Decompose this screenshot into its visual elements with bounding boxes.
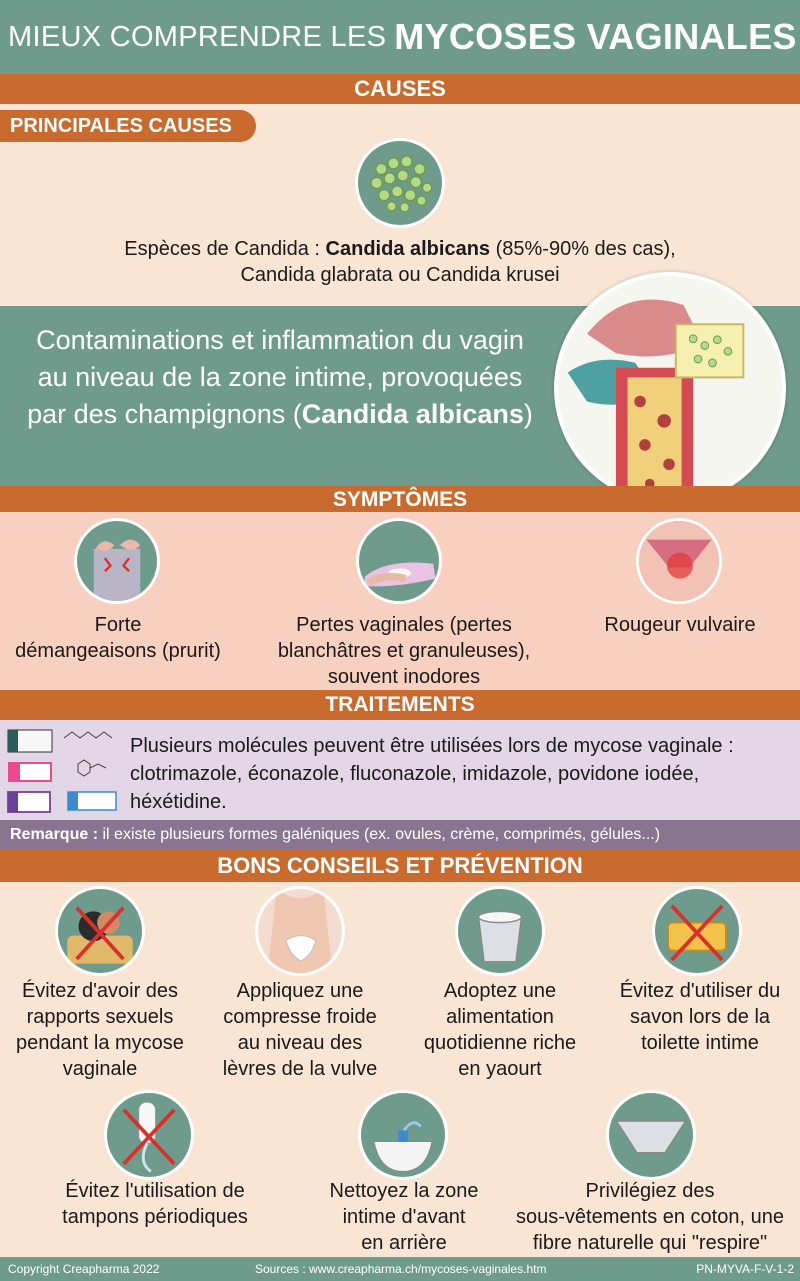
candida-species-line1: [0, 236, 800, 262]
advice-7-label: Privilégiez des sous-vêtements en coton, une fibre naturelle qui "respire": [516, 1180, 784, 1254]
vaginal-discharge-icon: [356, 518, 442, 604]
species-suffix: (85%-90% des cas),: [495, 238, 676, 260]
contamination-message: Contaminations et inflammation du vagin au niveau de la zone intime, provoquées par des champignons (Candida albicans): [27, 325, 533, 429]
symptoms-section-title: SYMPTÔMES: [332, 488, 468, 511]
infection-illustration: [554, 272, 786, 504]
contamination-bold: Candida albicans: [301, 399, 524, 429]
treatments-section-bar: [0, 690, 800, 720]
treatments-section-title: TRAITEMENTS: [325, 693, 475, 716]
principal-causes-title: PRINCIPALES CAUSES: [10, 115, 232, 137]
advice-1-label: Évitez d'avoir des rapports sexuels pendant la mycose vaginale: [16, 980, 184, 1080]
yogurt-icon: [455, 886, 545, 976]
cold-compress-icon: [255, 886, 345, 976]
advice-section-title: BONS CONSEILS ET PRÉVENTION: [217, 853, 583, 878]
symptom-1-label: Forte démangeaisons (prurit): [15, 614, 221, 662]
advice-5-label: Évitez l'utilisation de tampons périodiques: [62, 1180, 248, 1228]
advice-section-bar: [0, 850, 800, 882]
bidet-icon: [358, 1090, 448, 1180]
remark-text: il existe plusieurs formes galéniques (ex. ovules, crème, comprimés, gélules...): [102, 826, 661, 843]
symptom-2-label: Pertes vaginales (pertes blanchâtres et granuleuses), souvent inodores: [277, 614, 531, 688]
contamination-text: Contaminations et inflammation du vagin au niveau de la zone intime, provoquées par des champignons: [27, 325, 524, 429]
causes-section-bar: [0, 74, 800, 104]
candida-species-line2: Candida glabrata ou Candida krusei: [240, 264, 560, 286]
advice-4-label: Évitez d'utiliser du savon lors de la toilette intime: [619, 980, 781, 1054]
advice-6-label: Nettoyez la zone intime d'avant en arrière: [329, 1180, 479, 1254]
header-title-part2: MYCOSES VAGINALES: [394, 16, 797, 57]
advice-2-label: Appliquez une compresse froide au niveau des lèvres de la vulve: [222, 980, 378, 1080]
footer-code: PN-MYVA-F-V-1-2: [696, 1262, 794, 1276]
symptoms-section-bar: [0, 486, 800, 513]
species-prefix: Espèces de Candida :: [124, 238, 320, 260]
header-title-part1: MIEUX COMPRENDRE LES: [8, 20, 387, 53]
itching-icon: [74, 518, 160, 604]
advice-3-label: Adoptez une alimentation quotidienne riche en yaourt: [423, 980, 577, 1080]
species-bold: Candida albicans: [325, 238, 491, 260]
principal-causes-pill: [0, 110, 256, 142]
page-header: [0, 0, 800, 74]
remark-bar: [0, 820, 800, 850]
causes-section-title: CAUSES: [354, 76, 446, 101]
medication-boxes-icon: [6, 724, 126, 816]
candida-cells-icon: [355, 138, 445, 228]
footer-copyright: Copyright Creapharma 2022: [8, 1262, 160, 1276]
vulvar-redness-icon: [636, 518, 722, 604]
footer-sources: Sources : www.creapharma.ch/mycoses-vaginales.htm: [255, 1262, 547, 1276]
no-intercourse-icon: [55, 886, 145, 976]
no-tampons-icon: [104, 1090, 194, 1180]
remark-label: Remarque :: [10, 826, 99, 843]
symptom-3-label: Rougeur vulvaire: [604, 614, 756, 636]
treatments-text: Plusieurs molécules peuvent être utilisées lors de mycose vaginale : clotrimazole, éconazole, fluconazole, imidazole, povidone iodée, héxétidine.: [130, 735, 734, 813]
page-footer: [0, 1257, 800, 1281]
cotton-underwear-icon: [606, 1090, 696, 1180]
no-soap-icon: [652, 886, 742, 976]
